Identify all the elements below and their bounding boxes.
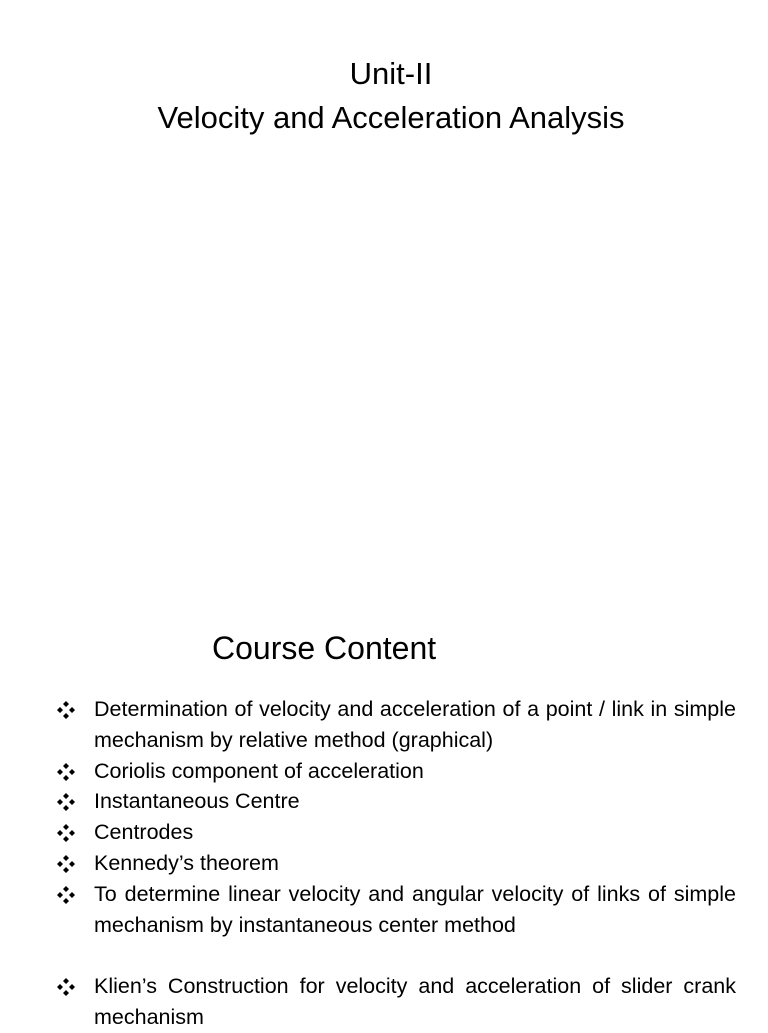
list-item — [56, 694, 736, 756]
list-item-text: Instantaneous Centre — [94, 789, 300, 814]
section-heading: Course Content — [212, 630, 437, 666]
four-diamond-bullet-icon — [56, 792, 76, 812]
four-diamond-bullet-icon — [56, 700, 76, 720]
four-diamond-bullet-icon — [56, 823, 76, 843]
list-item — [56, 879, 736, 941]
list-item — [56, 848, 736, 879]
title-subject: Velocity and Acceleration Analysis — [157, 100, 625, 135]
four-diamond-bullet-icon — [56, 854, 76, 874]
title-unit: Unit-II — [349, 56, 433, 91]
page-title — [0, 52, 768, 140]
list-item-text: To determine linear velocity and angular velocity of links of simple mechanism by instantaneous center method — [94, 881, 736, 937]
list-item-text: Kennedy’s theorem — [94, 850, 279, 875]
course-content-list — [56, 694, 736, 1033]
list-item-text: Determination of velocity and acceleration of a point / link in simple mechanism by relative method (graphical) — [94, 697, 736, 752]
list-item — [56, 817, 736, 848]
list-item-text: Centrodes — [94, 820, 194, 845]
four-diamond-bullet-icon — [56, 762, 76, 782]
list-item-text: Coriolis component of acceleration — [94, 758, 424, 783]
four-diamond-bullet-icon — [56, 885, 76, 905]
list-item — [56, 756, 736, 787]
list-item — [56, 786, 736, 817]
four-diamond-bullet-icon — [56, 977, 76, 997]
list-item-text: Klien’s Construction for velocity and acceleration of slider crank mechanism — [94, 974, 736, 1030]
